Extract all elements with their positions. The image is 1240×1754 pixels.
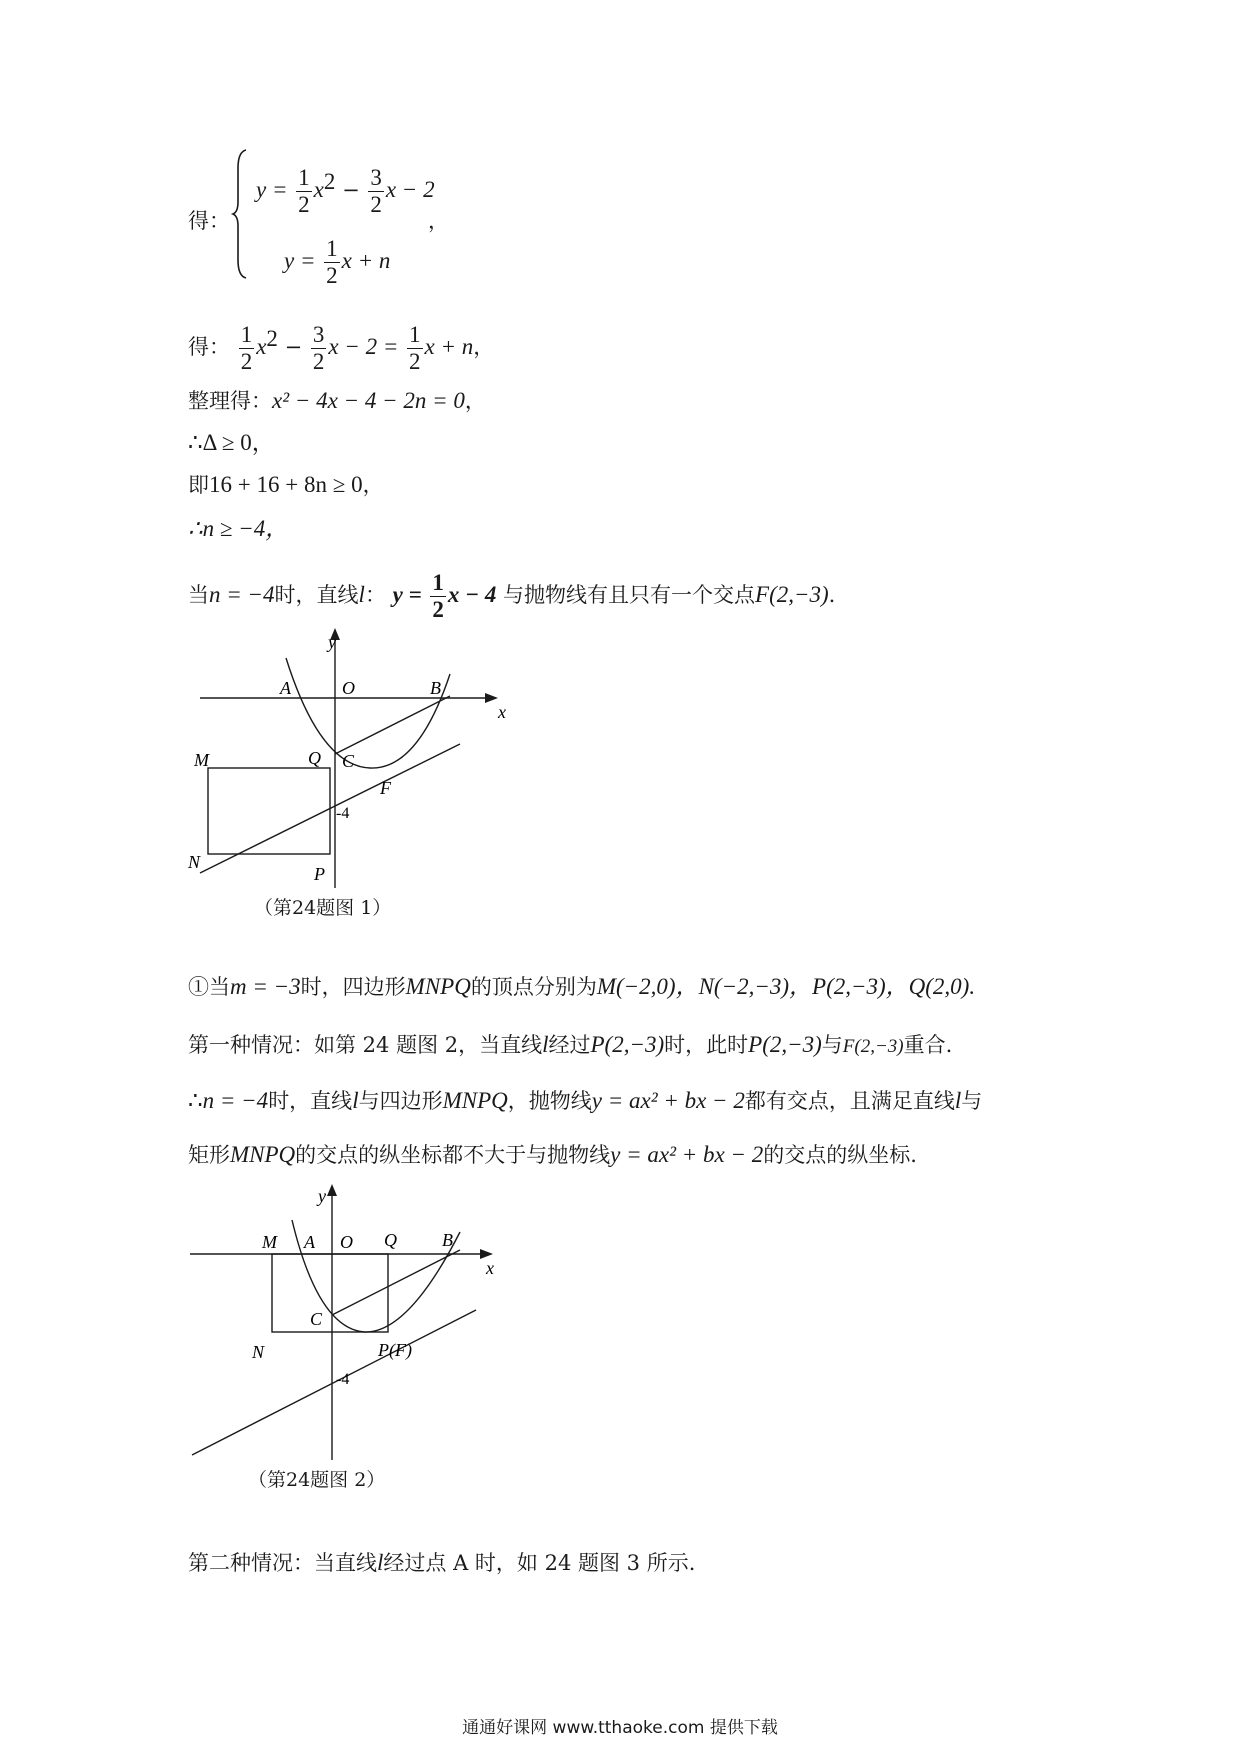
delta-condition: ∴Δ ≥ 0， bbox=[188, 430, 275, 455]
rectangle-MNPQ bbox=[208, 768, 330, 854]
system-eq1: y = $\frac{1}{2}$ $x^2$ − $\frac{3}{2}$ x − 2 bbox=[256, 165, 435, 217]
system-eq2: y = $\frac{1}{2}$ x + n bbox=[284, 236, 391, 288]
fraction: $\frac{3}{2}$ bbox=[312, 322, 325, 374]
fraction: $\frac{1}{2}$ bbox=[240, 322, 253, 374]
label-F: F bbox=[380, 778, 391, 798]
label-N: N bbox=[188, 852, 201, 872]
rectangle-line: 矩形MNPQ的交点的纵坐标都不大于与抛物线y = ax² + bx − 2的交点的纵坐标. bbox=[188, 1142, 917, 1167]
label-x: x bbox=[498, 702, 506, 722]
label-A: A bbox=[304, 1232, 315, 1252]
second-case-line: 第二种情况：当直线l经过点 A 时，如 24 题图 3 所示. bbox=[188, 1550, 696, 1575]
label-O: O bbox=[340, 1232, 353, 1252]
n-result: ∴n ≥ −4， bbox=[188, 516, 289, 541]
system-comma: ， bbox=[428, 209, 449, 233]
figure-1-caption: （第24题图 1） bbox=[254, 897, 392, 919]
label-M: M bbox=[262, 1232, 277, 1252]
y-axis-arrow bbox=[327, 1184, 337, 1196]
label-Q: Q bbox=[384, 1230, 397, 1250]
figure-1 bbox=[180, 628, 506, 892]
system-lead: 得： bbox=[188, 209, 230, 233]
line-BC bbox=[332, 1250, 460, 1315]
label-C: C bbox=[342, 751, 355, 771]
therefore-line: ∴n = −4时，直线l与四边形MNPQ，抛物线y = ax² + bx − 2都有交点，且满足直线l与 bbox=[188, 1088, 983, 1113]
figure-1-graph bbox=[180, 628, 506, 888]
figure-2-caption: （第24题图 2） bbox=[248, 1469, 386, 1491]
footer-watermark: 通通好课网 www.tthaoke.com 提供下载 bbox=[462, 1718, 778, 1738]
figure-2 bbox=[180, 1180, 510, 1464]
label-y: y bbox=[328, 632, 336, 652]
line-BC bbox=[335, 696, 450, 754]
fraction: $\frac{1}{2}$ bbox=[326, 236, 338, 288]
label-y: y bbox=[318, 1186, 326, 1206]
label-minus4: -4 bbox=[336, 805, 350, 822]
label-O: O bbox=[342, 678, 355, 698]
label-PF: P(F) bbox=[378, 1340, 412, 1360]
case1-line: ①当m = −3时，四边形MNPQ的顶点分别为M(−2,0)，N(−2,−3)，P(2,−3)，Q(2,0). bbox=[188, 974, 976, 999]
label-Q: Q bbox=[308, 748, 321, 768]
fraction: $\frac{1}{2}$ bbox=[432, 570, 444, 622]
fraction: $\frac{1}{2}$ bbox=[409, 322, 421, 374]
combined-equation: 得： $\frac{1}{2}$ $x^2$ − $\frac{3}{2}$ x − 2 = $\frac{1}{2}$ x + n， bbox=[188, 322, 495, 374]
label-minus4: -4 bbox=[336, 1371, 350, 1388]
label-P: P bbox=[314, 864, 325, 884]
figure-2-graph bbox=[180, 1180, 510, 1460]
arranged-equation: 整理得：x² − 4x − 4 − 2n = 0， bbox=[188, 388, 486, 413]
rectangle-MNPQ bbox=[272, 1254, 388, 1332]
label-x: x bbox=[486, 1258, 494, 1278]
label-M: M bbox=[194, 750, 209, 770]
first-case-line: 第一种情况：如第 24 题图 2，当直线l经过P(2,−3)时，此时P(2,−3)与F(2,−3)重合. bbox=[188, 1032, 953, 1057]
fraction: $\frac{1}{2}$ bbox=[298, 165, 310, 217]
label-B: B bbox=[430, 678, 441, 698]
label-A: A bbox=[280, 678, 291, 698]
when-n-line: 当n = −4时，直线l： y = $\frac{1}{2}$ x − 4 与抛物线有且只有一个交点F(2,−3). bbox=[188, 570, 836, 622]
label-B: B bbox=[442, 1230, 453, 1250]
x-axis-arrow bbox=[485, 693, 498, 703]
fraction: $\frac{3}{2}$ bbox=[370, 165, 382, 217]
system-brace bbox=[232, 148, 248, 280]
label-N: N bbox=[252, 1342, 265, 1362]
inequality: 即16 + 16 + 8n ≥ 0， bbox=[188, 472, 384, 497]
label-C: C bbox=[310, 1309, 323, 1329]
